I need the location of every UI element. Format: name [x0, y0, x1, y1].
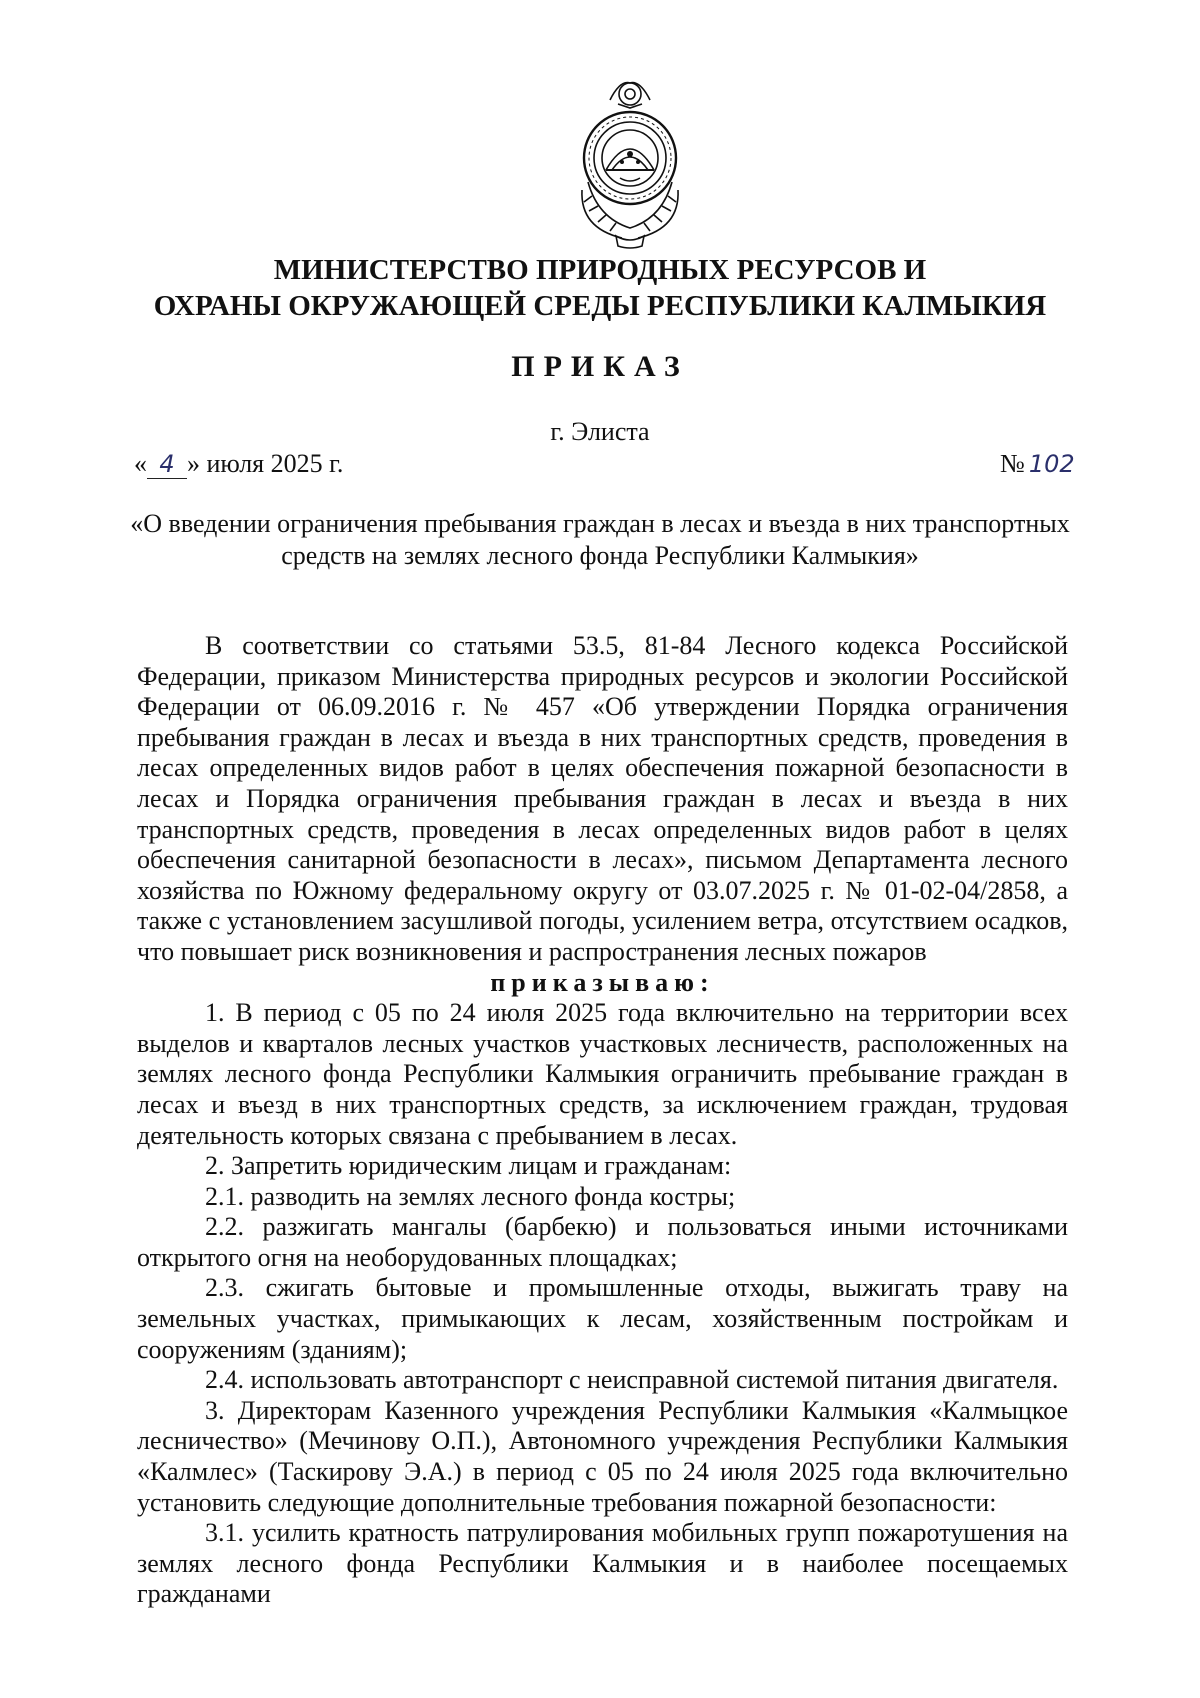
handwritten-number: 102: [1028, 450, 1075, 478]
date-open-quote: «: [134, 449, 147, 478]
ministry-name-line-2: ОХРАНЫ ОКРУЖАЮЩЕЙ СРЕДЫ РЕСПУБЛИКИ КАЛМЫКИЯ: [153, 290, 1047, 322]
clause-3: 3. Директорам Казенного учреждения Республики Калмыкия «Калмыцкое лесничество» (Мечинову О.П.), Автономного учреждения Республики Калмыкия «Калмлес» (Таскирову Э.А.) в период с 05 по 24 июля 2025 года включительно установить следующие дополнительные требования пожарной безопасности:: [137, 1395, 1068, 1517]
clause-2-3: 2.3. сжигать бытовые и промышленные отходы, выжигать траву на земельных участках, примыкающих к лесам, хозяйственным постройкам и сооружениям (зданиям);: [137, 1273, 1068, 1364]
ministry-name-line-1: МИНИСТЕРСТВО ПРИРОДНЫХ РЕСУРСОВ И: [273, 254, 927, 286]
document-type-title: ПРИКАЗ: [511, 350, 689, 383]
number-sign: №: [1000, 449, 1025, 478]
city-line: г. Элиста: [550, 417, 650, 446]
clause-2-4: 2.4. использовать автотранспорт с неисправной системой питания двигателя.: [205, 1365, 1059, 1395]
clause-2-1: 2.1. разводить на землях лесного фонда костры;: [205, 1181, 736, 1211]
subject-line-2: средств на землях лесного фонда Республики Калмыкия»: [281, 541, 919, 570]
clause-1: 1. В период с 05 по 24 июля 2025 года включительно на территории всех выделов и кварталов лесных участков участковых лесничеств, расположенных на землях лесного фонда Республики Калмыкия ограничить пребывание граждан в лесах и въезд в них транспортных средств, за исключением граждан, трудовая деятельность которых связана с пребыванием в лесах.: [137, 998, 1068, 1150]
subject-line-1: «О введении ограничения пребывания граждан в лесах и въезда в них транспортных: [130, 509, 1070, 538]
preamble-paragraph: В соответствии со статьями 53.5, 81-84 Лесного кодекса Российской Федерации, приказом Министерства природных ресурсов и экологии Российской Федерации от 06.09.2016 г. № 457 «Об утверждении Порядка ограничения пребывания граждан в лесах и въезда в них транспортных средств, проведения в лесах определенных видов работ в целях обеспечения пожарной безопасности в лесах и Порядка ограничения пребывания граждан в лесах и въезда в них транспортных средств, проведения в лесах определенных видов работ в целях обеспечения санитарной безопасности в лесах», письмом Департамента лесного хозяйства по Южному федеральному округу от 03.07.2025 г. № 01-02-04/2858, а также с установлением засушливой погоды, усилением ветра, отсутствием осадков, что повышает риск возникновения и распространения лесных пожаров: [137, 631, 1068, 966]
clause-3-1: 3.1. усилить кратность патрулирования мобильных групп пожаротушения на землях лесного фонда Республики Калмыкия и в наиболее посещаемых гражданами: [137, 1518, 1068, 1609]
order-heading: приказываю:: [490, 967, 715, 997]
clause-2: 2. Запретить юридическим лицам и гражданам:: [205, 1151, 732, 1181]
coat-of-arms-emblem: [562, 78, 698, 250]
handwritten-day: 4: [147, 450, 187, 479]
order-subject: [120, 508, 1080, 572]
order-date: [134, 449, 343, 479]
clause-2-2: 2.2. разжигать мангалы (барбекю) и пользоваться иными источниками открытого огня на необорудованных площадках;: [137, 1212, 1068, 1272]
order-body: [137, 631, 1068, 1610]
order-number: [1000, 449, 1075, 479]
date-month-year: » июля 2025 г.: [187, 449, 344, 478]
